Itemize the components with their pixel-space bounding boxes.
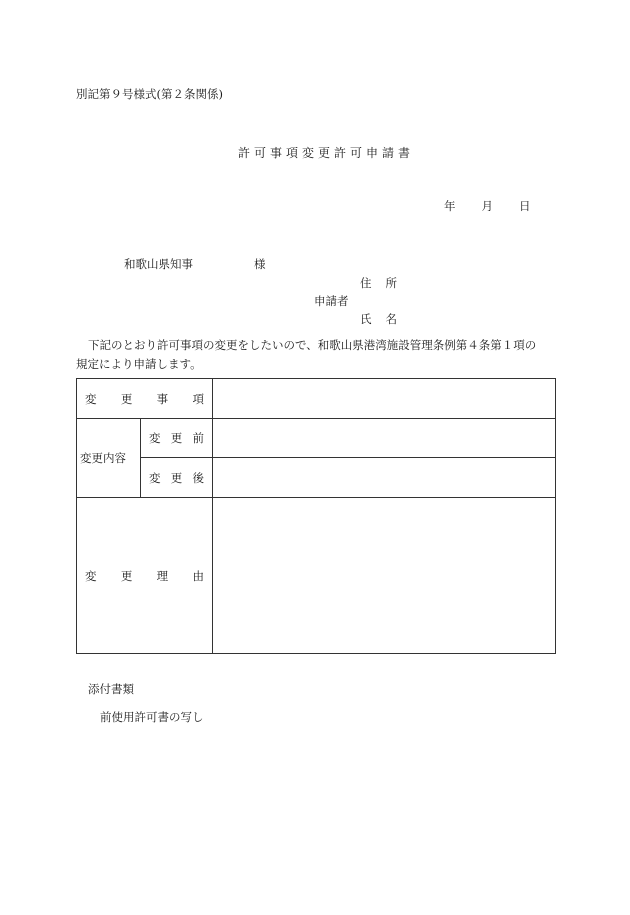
body-text-line2: 規定により申請します。 (76, 357, 202, 371)
cell-content-label: 変更内容 (77, 419, 141, 498)
date-line (444, 198, 531, 214)
applicant-name-label: 氏 名 (360, 312, 397, 326)
date-month: 月 (481, 199, 493, 213)
cell-before-label: 変 更 前 (141, 419, 213, 458)
document-title: 許可事項変更許可申請書 (238, 146, 415, 160)
date-day: 日 (519, 199, 531, 213)
cell-reason-value[interactable] (213, 498, 556, 654)
form-number: 別記第９号様式(第２条関係) (76, 87, 223, 101)
row-item (77, 379, 556, 419)
cell-item-value[interactable] (213, 379, 556, 419)
body-text-line1: 下記のとおり許可事項の変更をしたいので、和歌山県港湾施設管理条例第４条第１項の (88, 338, 537, 352)
cell-after-value[interactable] (213, 458, 556, 498)
cell-before-value[interactable] (213, 419, 556, 458)
applicant-label: 申請者 (314, 294, 349, 308)
change-application-table (76, 378, 556, 654)
addressee-name: 和歌山県知事 (124, 257, 193, 271)
applicant-address-label: 住 所 (360, 276, 397, 290)
row-after (77, 458, 556, 498)
row-before (77, 419, 556, 458)
cell-item-label: 変 更 事 項 (77, 379, 213, 419)
date-year: 年 (444, 199, 456, 213)
row-reason (77, 498, 556, 654)
cell-reason-label: 変 更 理 由 (77, 498, 213, 654)
attachments-item: 前使用許可書の写し (100, 710, 204, 724)
attachments-heading: 添付書類 (88, 682, 134, 696)
cell-after-label: 変 更 後 (141, 458, 213, 498)
addressee-honorific: 様 (254, 257, 266, 271)
